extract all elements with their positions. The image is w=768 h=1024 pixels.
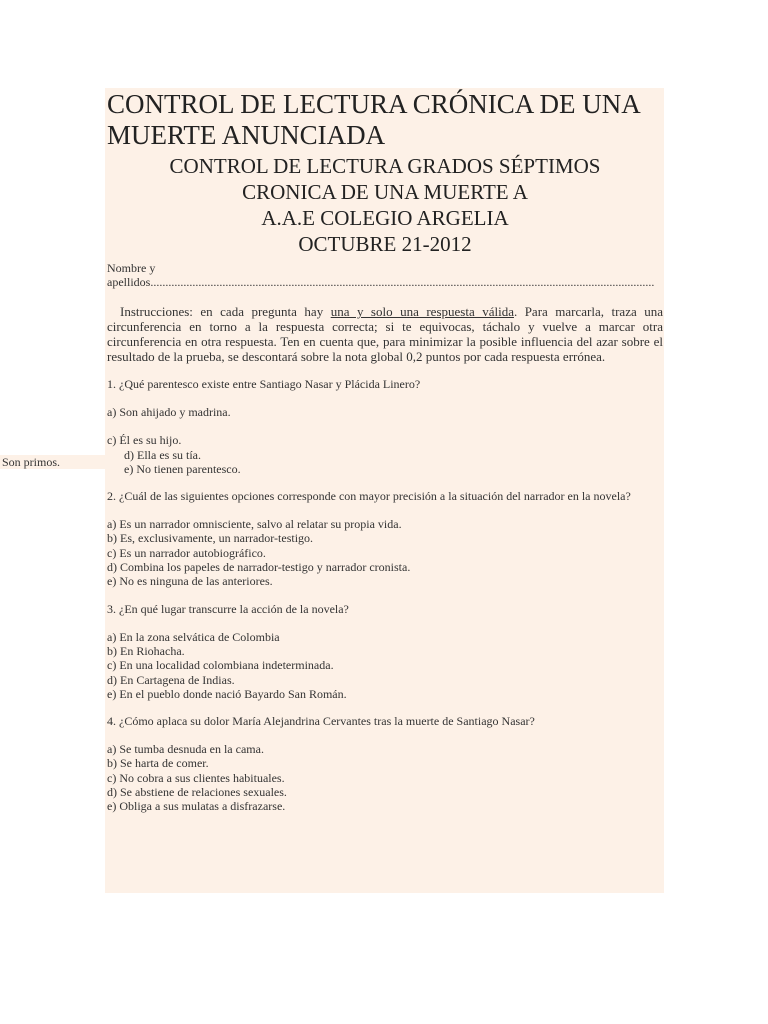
main-title: CONTROL DE LECTURA CRÓNICA DE UNA MUERTE ANUNCIADA xyxy=(107,89,640,150)
name-field-label xyxy=(107,261,655,289)
subtitle-line: CRONICA DE UNA MUERTE A xyxy=(242,180,528,204)
answer-3d: d) En Cartagena de Indias. xyxy=(107,672,235,687)
answer-gap xyxy=(107,419,663,433)
answers-1 xyxy=(107,405,663,476)
answer-2a: a) Es un narrador omnisciente, salvo al relatar su propia vida. xyxy=(107,517,402,532)
answer-3a: a) En la zona selvática de Colombia xyxy=(107,629,280,644)
answer-4a: a) Se tumba desnuda en la cama. xyxy=(107,742,264,757)
question-1: 1. ¿Qué parentesco existe entre Santiago Nasar y Plácida Linero? xyxy=(107,377,421,391)
answer-3b: b) En Riohacha. xyxy=(107,643,185,658)
answers-2 xyxy=(107,517,663,588)
name-label-text: Nombre y apellidos........................................................................................................................................................................ xyxy=(107,261,655,289)
question-4: 4. ¿Cómo aplaca su dolor María Alejandrina Cervantes tras la muerte de Santiago Nasar? xyxy=(107,714,535,729)
subtitle-line: CONTROL DE LECTURA GRADOS SÉPTIMOS xyxy=(169,154,601,178)
answer-4c: c) No cobra a sus clientes habituales. xyxy=(107,770,285,785)
document-content xyxy=(107,88,663,814)
answers-3 xyxy=(107,630,663,701)
question-3: 3. ¿En qué lugar transcurre la acción de la novela? xyxy=(107,601,349,616)
question-2: 2. ¿Cuál de las siguientes opciones corresponde con mayor precisión a la situación del narrador en la novela? xyxy=(107,489,631,504)
answer-2e: e) No es ninguna de las anteriores. xyxy=(107,574,273,589)
subtitle-line: A.A.E COLEGIO ARGELIA xyxy=(261,206,509,230)
subtitle-block xyxy=(107,153,663,257)
answer-4d: d) Se abstiene de relaciones sexuales. xyxy=(107,785,287,800)
instructions-before: Instrucciones: en cada pregunta hay xyxy=(120,304,331,319)
answer-2c: c) Es un narrador autobiográfico. xyxy=(107,545,266,560)
answer-3e: e) En el pueblo donde nació Bayardo San Román. xyxy=(107,686,347,701)
answer-1e: e) No tienen parentesco. xyxy=(124,461,241,476)
instructions-after: . Para marcarla, traza una circunferencia en torno a la respuesta correcta; si te equivocas, táchalo y vuelve a marcar otra circunferencia en otra respuesta. Ten en cuenta que, para minimizar la posible influencia del azar sobre el resultado de la prueba, se descontará sobre la nota global 0,2 puntos por cada respuesta errónea. xyxy=(107,304,663,364)
instructions-paragraph xyxy=(107,304,663,364)
answer-1d: d) Ella es su tía. xyxy=(124,447,201,462)
answer-4e: e) Obliga a sus mulatas a disfrazarse. xyxy=(107,799,286,814)
answer-4b: b) Se harta de comer. xyxy=(107,756,209,771)
answer-1a: a) Son ahijado y madrina. xyxy=(107,405,231,419)
answer-3c: c) En una localidad colombiana indeterminada. xyxy=(107,658,334,673)
answer-2b: b) Es, exclusivamente, un narrador-testigo. xyxy=(107,531,314,546)
subtitle-line: OCTUBRE 21-2012 xyxy=(298,232,472,256)
answers-4 xyxy=(107,742,663,813)
instructions-underlined: una y solo una respuesta válida xyxy=(330,304,514,319)
answer-2d: d) Combina los papeles de narrador-testigo y narrador cronista. xyxy=(107,560,411,575)
answer-1c: c) Él es su hijo. xyxy=(107,433,182,448)
floating-answer-option: Son primos. xyxy=(0,455,105,469)
